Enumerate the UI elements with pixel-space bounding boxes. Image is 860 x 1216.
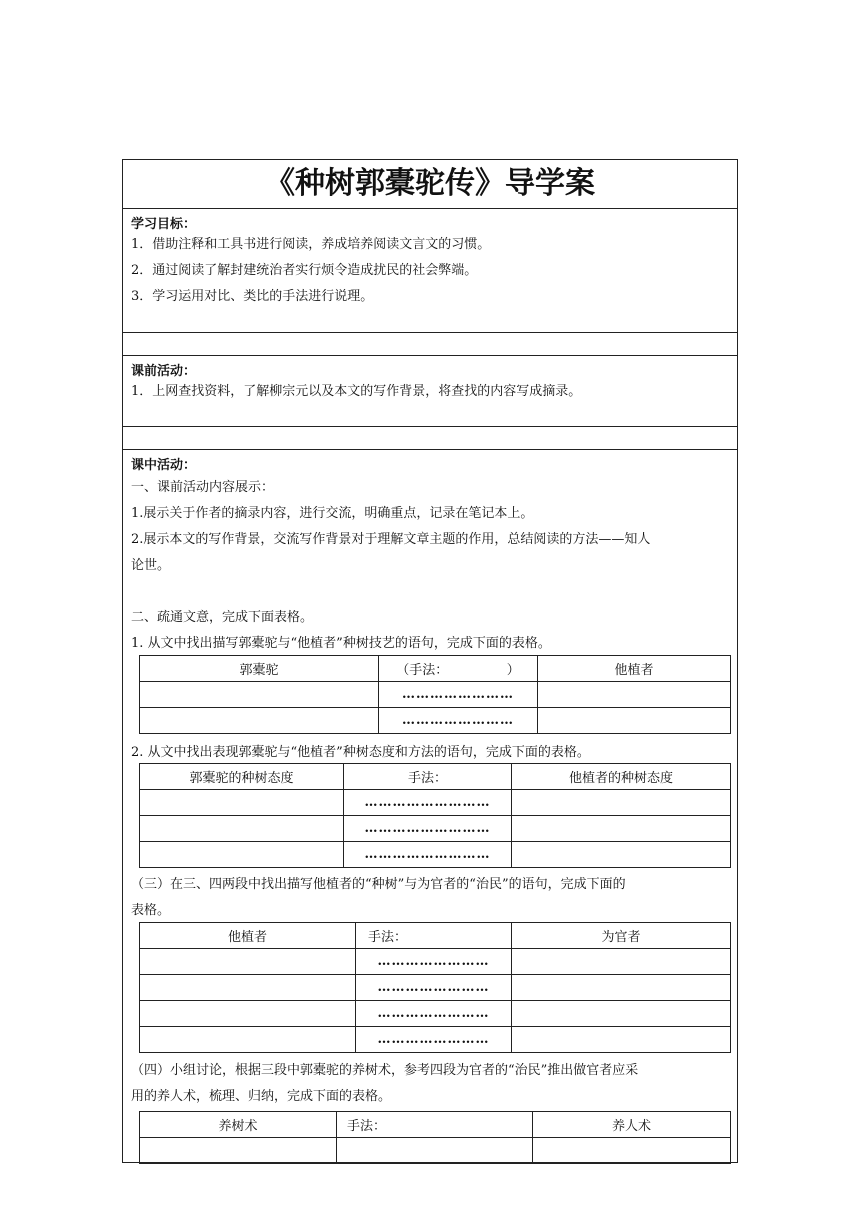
table-1-header: 郭橐驼 bbox=[140, 656, 379, 682]
table-3-header: 他植者 bbox=[140, 923, 356, 949]
table-3-header: 手法： bbox=[356, 923, 512, 949]
dots: ……………………… bbox=[344, 816, 512, 842]
table-2-header: 他植者的种树态度 bbox=[512, 764, 731, 790]
worksheet bbox=[122, 159, 738, 1163]
table-row bbox=[140, 790, 731, 816]
table-row bbox=[140, 842, 731, 868]
question-1: 1. 从文中找出描写郭橐驼与“他植者”种树技艺的语句，完成下面的表格。 bbox=[131, 636, 551, 651]
pre-class-section bbox=[123, 356, 737, 427]
question-3-line: （三）在三、四两段中找出描写他植者的“种树”与为官者的“治民”的语句，完成下面的 bbox=[131, 877, 626, 892]
dots: …………………… bbox=[379, 708, 538, 734]
question-3 bbox=[123, 872, 737, 924]
dots: …………………… bbox=[356, 949, 512, 975]
objective-item: 2．通过阅读了解封建统治者实行烦令造成扰民的社会弊端。 bbox=[131, 263, 478, 278]
in-class-p4: 二、疏通文意，完成下面表格。 bbox=[131, 610, 314, 625]
pre-class-label: 课前活动： bbox=[131, 364, 197, 379]
blank-row bbox=[123, 333, 737, 356]
dots: ……………………… bbox=[344, 842, 512, 868]
objectives-label: 学习目标： bbox=[131, 217, 197, 232]
table-row bbox=[140, 682, 731, 708]
table-row bbox=[140, 1001, 731, 1027]
table-2-header: 手法： bbox=[344, 764, 512, 790]
objective-item: 3．学习运用对比、类比的手法进行说理。 bbox=[131, 289, 374, 304]
objectives-section bbox=[123, 209, 737, 333]
table-row bbox=[140, 975, 731, 1001]
question-2: 2. 从文中找出表现郭橐驼与“他植者”种树态度和方法的语句，完成下面的表格。 bbox=[131, 745, 590, 760]
objective-item: 1．借助注释和工具书进行阅读，养成培养阅读文言文的习惯。 bbox=[131, 237, 491, 252]
question-4-line: 用的养人术，梳理、归纳，完成下面的表格。 bbox=[131, 1089, 392, 1104]
table-row bbox=[140, 1138, 731, 1164]
blank-row bbox=[123, 427, 737, 450]
in-class-p1: 一、课前活动内容展示： bbox=[131, 480, 275, 495]
pre-class-item: 1．上网查找资料，了解柳宗元以及本文的写作背景，将查找的内容写成摘录。 bbox=[131, 384, 582, 399]
table-row bbox=[140, 708, 731, 734]
table-3 bbox=[139, 922, 731, 1053]
dots: …………………… bbox=[356, 1027, 512, 1053]
table-2 bbox=[139, 763, 731, 868]
table-row bbox=[140, 949, 731, 975]
table-4 bbox=[139, 1111, 731, 1164]
table-2-header: 郭橐驼的种树态度 bbox=[140, 764, 344, 790]
dots: ……………………… bbox=[344, 790, 512, 816]
table-1-header: （手法： ） bbox=[379, 656, 538, 682]
table-1-header: 他植者 bbox=[538, 656, 731, 682]
dots: …………………… bbox=[379, 682, 538, 708]
question-3-line: 表格。 bbox=[131, 903, 171, 918]
table-4-header: 手法： bbox=[337, 1112, 533, 1138]
table-row bbox=[140, 816, 731, 842]
in-class-p2: 1.展示关于作者的摘录内容，进行交流，明确重点，记录在笔记本上。 bbox=[131, 506, 534, 521]
question-4-line: （四）小组讨论，根据三段中郭橐驼的养树术，参考四段为官者的“治民”推出做官者应采 bbox=[131, 1063, 639, 1078]
table-1 bbox=[139, 655, 731, 734]
page-title: 《种树郭橐驼传》导学案 bbox=[123, 160, 737, 209]
table-4-header: 养树术 bbox=[140, 1112, 337, 1138]
in-class-p3a: 2.展示本文的写作背景，交流写作背景对于理解文章主题的作用，总结阅读的方法——知人 bbox=[131, 532, 651, 547]
question-4 bbox=[123, 1058, 737, 1110]
in-class-p3b: 论世。 bbox=[131, 558, 171, 573]
dots: …………………… bbox=[356, 975, 512, 1001]
table-3-header: 为官者 bbox=[512, 923, 731, 949]
in-class-label: 课中活动： bbox=[131, 458, 197, 473]
table-4-header: 养人术 bbox=[533, 1112, 731, 1138]
in-class-section bbox=[123, 450, 737, 657]
table-row bbox=[140, 1027, 731, 1053]
dots: …………………… bbox=[356, 1001, 512, 1027]
